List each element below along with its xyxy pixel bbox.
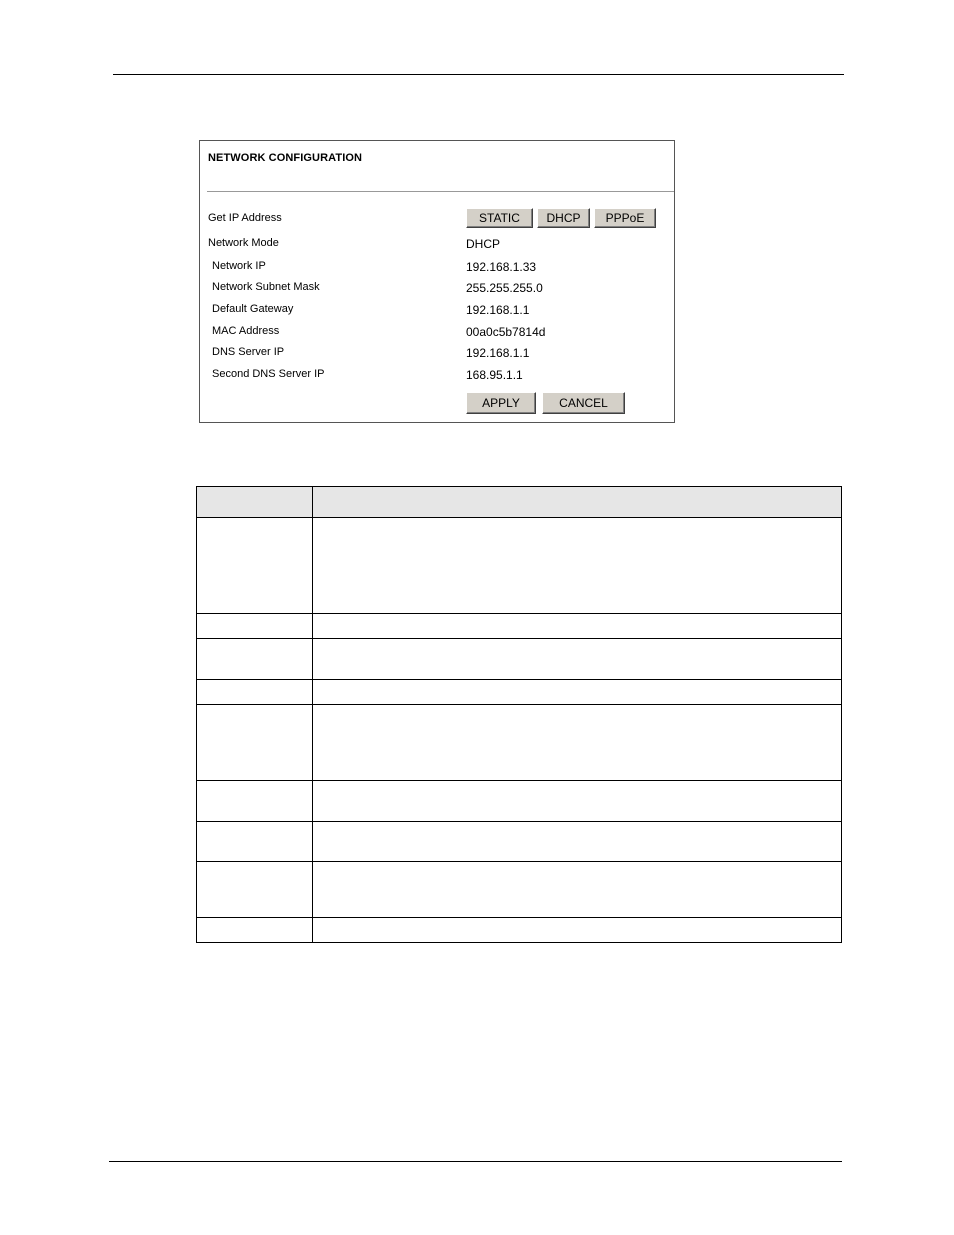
dns-server-ip-label: DNS Server IP xyxy=(212,346,285,358)
subnet-mask-value: 255.255.255.0 xyxy=(466,281,543,295)
network-ip-label: Network IP xyxy=(212,260,266,272)
table-header-label-cell xyxy=(197,487,313,518)
network-configuration-panel xyxy=(199,140,675,423)
panel-divider xyxy=(207,191,674,192)
mac-address-value: 00a0c5b7814d xyxy=(466,325,546,339)
second-dns-server-ip-label: Second DNS Server IP xyxy=(212,368,325,380)
header-rule xyxy=(113,74,844,75)
table-header-row xyxy=(197,487,842,518)
dns-server-ip-value: 192.168.1.1 xyxy=(466,346,530,360)
table-row xyxy=(197,705,842,781)
apply-button[interactable]: APPLY xyxy=(466,392,536,414)
subnet-mask-label: Network Subnet Mask xyxy=(212,281,320,293)
footer-rule xyxy=(109,1161,842,1162)
table-row xyxy=(197,781,842,822)
mac-address-label: MAC Address xyxy=(212,325,280,337)
table-row xyxy=(197,862,842,918)
dhcp-button[interactable]: DHCP xyxy=(537,208,590,228)
pppoe-button[interactable]: PPPoE xyxy=(594,208,656,228)
cancel-button[interactable]: CANCEL xyxy=(542,392,625,414)
get-ip-address-label: Get IP Address xyxy=(208,212,282,224)
table-row xyxy=(197,614,842,639)
static-button[interactable]: STATIC xyxy=(466,208,533,228)
field-description-table xyxy=(196,486,842,943)
table-row xyxy=(197,639,842,680)
table-row xyxy=(197,822,842,862)
default-gateway-label: Default Gateway xyxy=(212,303,294,315)
table-row xyxy=(197,680,842,705)
table-row xyxy=(197,518,842,614)
second-dns-server-ip-value: 168.95.1.1 xyxy=(466,368,523,382)
network-mode-value: DHCP xyxy=(466,237,501,251)
table-header-description-cell xyxy=(313,487,842,518)
panel-title: NETWORK CONFIGURATION xyxy=(208,152,363,164)
table-row xyxy=(197,918,842,943)
default-gateway-value: 192.168.1.1 xyxy=(466,303,530,317)
network-mode-label: Network Mode xyxy=(208,237,279,249)
network-ip-value: 192.168.1.33 xyxy=(466,260,537,274)
